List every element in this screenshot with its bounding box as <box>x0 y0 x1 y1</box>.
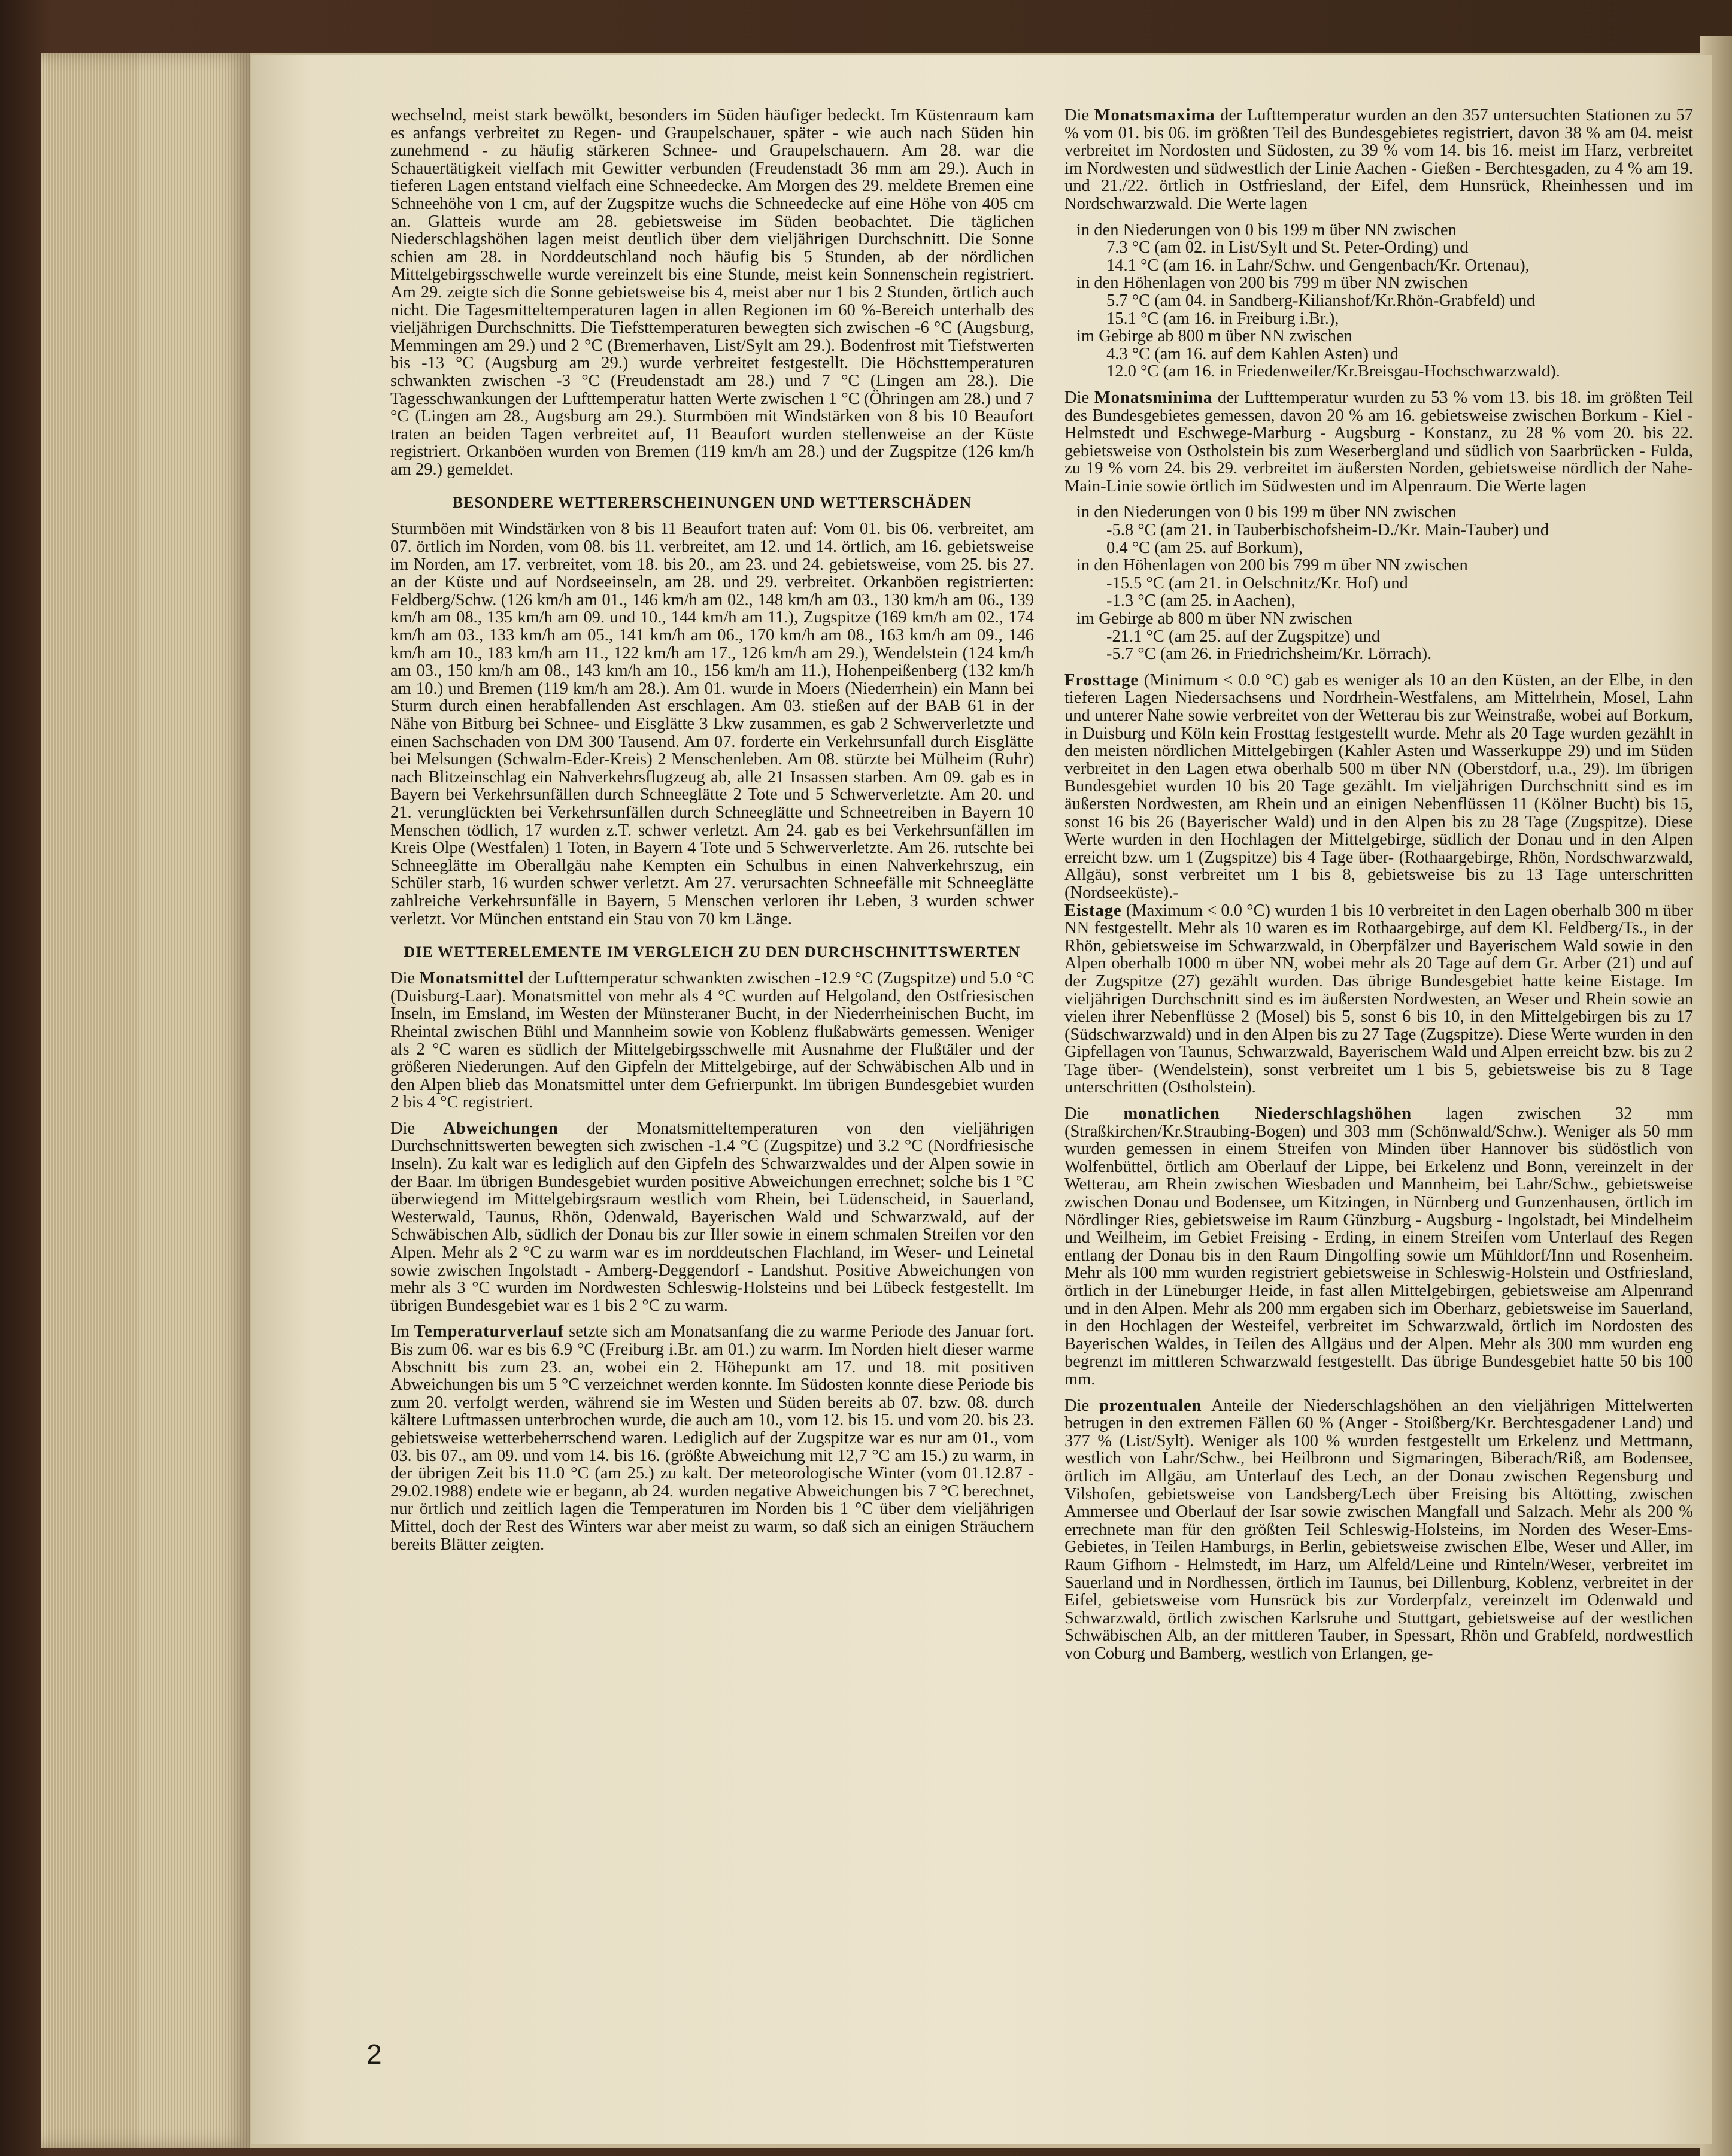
paragraph-text: der Monatsmitteltemperaturen von den vieljährigen Durchschnittswerten bewegten sich zwischen -1.4 °C (Zugspitze) und 3.2 °C (Nordfriesische Inseln). Zu kalt war es lediglich auf den Gipfeln des Schwarzwaldes und der Alpen sowie in der Baar. Im übrigen Bundesgebiet wurden positive Abweichungen errechnet; solche bis 1 °C überwiegend im Mittelgebirgsraum westlich vom Rhein, bei Lüdenscheid, in Sauerland, Westerwald, Taunus, Rhön, Odenwald, Bayerischen Wald und Schwarzwald, auf der Schwäbischen Alb, südlich der Donau bis zur Iller sowie in einem schmalen Streifen vor den Alpen. Mehr als 2 °C zu warm war es im norddeutschen Flachland, im Weser- und Leinetal sowie zwischen Ingolstadt - Amberg-Deggendorf - Landshut. Positive Abweichungen von mehr als 3 °C wurden im Nordwesten Schleswig-Holsteins und bei Lübeck festgestellt. Im übrigen Bundesgebiet war es 1 bis 2 °C zu warm. <box>390 1119 1034 1315</box>
term-monatsmittel: Monatsmittel <box>419 969 524 988</box>
paragraph-lead: Die <box>1064 1396 1100 1415</box>
left-column <box>390 107 1034 1562</box>
paragraph-lead: Die <box>1064 106 1094 124</box>
term-prozentualen: prozentualen <box>1099 1396 1202 1415</box>
list-item: -5.7 °C (am 26. in Friedrichsheim/Kr. Lörrach). <box>1106 645 1432 664</box>
paragraph-niederschlag <box>1064 1105 1693 1389</box>
paragraph-lead: Die <box>1064 1104 1124 1123</box>
term-monatsminima: Monatsminima <box>1094 388 1213 407</box>
paragraph-text: der Lufttemperatur wurden zu 53 % vom 13. bis 18. im größten Teil des Bundesgebietes gemessen, davon 20 % am 16. gebietsweise zwischen Borkum - Kiel - Helmstedt und Eschwege-Marburg - Augsburg - Konstanz, zu 28 % vom 20. bis 22. gebietsweise von Ostholstein bis zum Weserbergland und südlich von Saarbrücken - Fulda, zu 19 % vom 24. bis 29. verbreitet im äußersten Norden, gebietsweise nördlich der Nahe-Main-Linie sowie örtlich im Südwesten und im Alpenraum. Die Werte lagen <box>1064 388 1694 496</box>
paragraph-text: (Maximum < 0.0 °C) wurden 1 bis 10 verbreitet in den Lagen oberhalb 300 m über NN festgestellt. Mehr als 10 waren es im Rothaargebirge, auf dem Kl. Feldberg/Ts., in der Rhön, gebietsweise im Schwarzwald, in Oberpfälzer und Bayerischem Wald sowie in den Alpen oberhalb 1000 m über NN, wobei mehr als 20 Tage auf dem Gr. Arber (21) und auf der Zugspitze (27) gezählt wurden. Das übrige Bundesgebiet hatte keine Eistage. Im vieljährigen Durchschnitt sind es im äußersten Nordwesten, an Weser und Rhein sowie an vielen ihrer Nebenflüsse 2 (Mosel) bis 5, sonst 6 bis 10, in den Mittelgebirgen bis zu 17 (Südschwarzwald) und in den Alpen bis zu 27 Tage (Zugspitze). Diese Werte wurden in den Gipfellagen von Taunus, Schwarzwald, Bayerischem Wald und Alpen erreicht bzw. bis zu 2 Tage über- (Wendelstein), sonst verbreitet um 1 bis 5, gebietsweise bis zu 8 Tage unterschritten (Ostholstein). <box>1064 901 1693 1097</box>
list-item: in den Höhenlagen von 200 bis 799 m über NN zwischen <box>1076 274 1468 293</box>
list-item: in den Niederungen von 0 bis 199 m über NN zwischen <box>1076 220 1457 239</box>
paragraph-monatsmittel <box>390 970 1034 1112</box>
paragraph-abweichungen <box>390 1120 1034 1315</box>
list-item: 14.1 °C (am 16. in Lahr/Schw. und Gengenbach/Kr. Ortenau), <box>1106 256 1530 275</box>
list-item: im Gebirge ab 800 m über NN zwischen <box>1076 609 1352 628</box>
list-item: -5.8 °C (am 21. in Tauberbischofsheim-D./Kr. Main-Tauber) und <box>1106 521 1549 540</box>
paragraph-lead: Die <box>390 1119 444 1138</box>
paragraph-monatsminima <box>1064 389 1693 496</box>
paragraph-text: (Minimum < 0.0 °C) gab es weniger als 10 an den Küsten, an der Elbe, in den tieferen Lagen Niedersachsens und Nordrhein-Westfalens, am Mittelrhein, Mosel, Lahn und unterer Nahe sowie verbreitet von der Wetterau bis zur Weinstraße, wobei auf Borkum, in Duisburg und Köln kein Frosttag festgestellt wurde. Mehr als 20 Tage wurden gezählt in den meisten nördlichen Mittelgebirgen (Kahler Asten und Wasserkuppe 29) und im Süden verbreitet in den Lagen etwa oberhalb 500 m über NN (Oberstdorf, u.a., 29). Im übrigen Bundesgebiet wurden 10 bis 20 Tage gezählt. Im vieljährigen Durchschnitt sind es im äußersten Nordwesten, am Rhein und an einigen Nebenflüssen 11 (Kölner Bucht) bis 15, sonst 16 bis 26 (Bayerischer Wald) und in den Alpen bis zu 28 Tage (Zugspitze). Diese Werte wurden in den Hochlagen der Mittelgebirge, südlich der Donau und in den Alpen erreicht bzw. um 1 (Zugspitze) bis 4 Tage über- (Rothaargebirge, Rhön, Nordschwarzwald, Allgäu), sonst verbreitet um 1 bis 8, gebietsweise bis zu 13 Tage unterschritten (Nordseeküste).- <box>1064 670 1693 902</box>
list-item: -15.5 °C (am 21. in Oelschnitz/Kr. Hof) und <box>1106 573 1408 593</box>
paragraph-lead: Die <box>390 969 420 988</box>
minima-list <box>1064 503 1693 663</box>
list-item: in den Niederungen von 0 bis 199 m über NN zwischen <box>1076 503 1457 522</box>
paragraph-text: der Lufttemperatur schwankten zwischen -12.9 °C (Zugspitze) und 5.0 °C (Duisburg-Laar). Monatsmittel von mehr als 4 °C wurden auf Helgoland, den Ostfriesischen Inseln, im Emsland, im Westen der Münsteraner Bucht, in der Niederrheinischen Bucht, im Rheintal zwischen Bühl und Mannheim sowie von Koblenz flußabwärts gemessen. Weniger als 2 °C waren es südlich der Mittelgebirgsschwelle mit Ausnahme der Flußtäler und der größeren Niederungen. Auf den Gipfeln der Mittelgebirge, auf der Schwäbischen Alb und in den Alpen blieb das Monatsmittel unter dem Gefrierpunkt. Im übrigen Bundesgebiet wurden 2 bis 4 °C registriert. <box>390 969 1034 1112</box>
list-item: 5.7 °C (am 04. in Sandberg-Kilianshof/Kr.Rhön-Grabfeld) und <box>1106 291 1536 310</box>
paragraph-monatsmaxima <box>1064 107 1693 213</box>
list-item: 12.0 °C (am 16. in Friedenweiler/Kr.Breisgau-Hochschwarzwald). <box>1106 362 1560 381</box>
paragraph-frosttage <box>1064 672 1693 1097</box>
section-heading: BESONDERE WETTERERSCHEINUNGEN UND WETTERSCHÄDEN <box>452 494 972 512</box>
term-monatsmaxima: Monatsmaxima <box>1094 106 1215 124</box>
right-column <box>1064 107 1693 1671</box>
paragraph-text: Anteile der Niederschlagshöhen an den vieljährigen Mittelwerten betrugen in den extremen Fällen 60 % (Anger - Stoißberg/Kr. Berchtesgadener Land) und 377 % (List/Sylt). Weniger als 100 % wurden festgestellt um Erkelenz und Mettmann, westlich von Lahr/Schw., bei Heilbronn und Sigmaringen, Biberach/Riß, am Bodensee, örtlich im Allgäu, am Unterlauf des Lech, an der Donau zwischen Regensburg und Vilshofen, gebietsweise von Landsberg/Lech über Freising bis Altötting, zwischen Ammersee und Oberlauf der Isar sowie zwischen Mangfall und Salzach. Mehr als 200 % errechnete man für den größten Teil Schleswig-Holsteins, im Norden des Weser-Ems-Gebietes, in Teilen Hamburgs, in Berlin, gebietsweise zwischen Elbe, Weser und Aller, im Raum Gifhorn - Helmstedt, im Harz, um Alfeld/Leine und Rinteln/Weser, verbreitet im Sauerland und in Nordhessen, örtlich im Taunus, bei Dillenburg, Koblenz, verbreitet in der Eifel, gebietsweise vom Hunsrück bis zur Vorderpfalz, vereinzelt im Odenwald und Schwarzwald, örtlich zwischen Karlsruhe und Stuttgart, gebietsweise auf der westlichen Schwäbischen Alb, an der mittleren Tauber, in Spessart, Rhön und Grabfeld, nordwestlich von Coburg und Bamberg, westlich von Erlangen, ge- <box>1064 1396 1693 1663</box>
list-item: 4.3 °C (am 16. auf dem Kahlen Asten) und <box>1106 344 1399 363</box>
list-item: 15.1 °C (am 16. in Freiburg i.Br.), <box>1106 309 1339 328</box>
paragraph-lead: Die <box>1064 388 1094 407</box>
paragraph: Sturmböen mit Windstärken von 8 bis 11 Beaufort traten auf: Vom 01. bis 06. verbreitet, am 07. örtlich im Norden, vom 08. bis 11. verbreitet, am 12. und 14. örtlich, am 16. gebietsweise im Norden, am 17. verbreitet, vom 18. bis 20., am 23. und 24. gebietsweise, vom 25. bis 27. an der Küste und auf Nordseeinseln, am 28. und 29. verbreitet. Orkanböen registrierten: Feldberg/Schw. (126 km/h am 01., 146 km/h am 02., 148 km/h am 03., 130 km/h am 06., 139 km/h am 08., 135 km/h am 09. und 10., 144 km/h am 11.), Zugspitze (169 km/h am 02., 174 km/h am 03., 133 km/h am 05., 141 km/h am 06., 170 km/h am 08., 163 km/h am 09., 146 km/h am 10., 183 km/h am 11., 122 km/h am 17., 126 km/h am 29.), Wendelstein (124 km/h am 03., 150 km/h am 08., 143 km/h am 10., 156 km/h am 11.), Hohenpeißenberg (132 km/h am 10.) und Bremen (119 km/h am 28.). Am 01. wurde in Moers (Niederrhein) ein Mann bei Sturm durch einen herabfallenden Ast erschlagen. Am 03. stießen auf der BAB 61 in der Nähe von Bitburg bei Schnee- und Eisglätte 3 Lkw zusammen, es gab 2 Schwerverletzte und einen Sachschaden von DM 300 Tausend. Am 07. forderte ein Verkehrsunfall durch Eisglätte bei Melsungen (Schwalm-Eder-Kreis) 2 Menschenleben. Am 08. stürzte bei Mülheim (Ruhr) nach Blitzeinschlag ein Nahverkehrsflugzeug ab, alle 21 Insassen starben. Am 09. gab es in Bayern bei Verkehrsunfällen durch Schneeglätte 2 Tote und 5 Schwerverletzte. Am 20. und 21. verunglückten bei Verkehrsunfällen durch Schneeglätte und Schneetreiben in Bayern 10 Menschen tödlich, 17 wurden z.T. schwer verletzt. Am 24. gab es bei Verkehrsunfällen im Kreis Olpe (Westfalen) 1 Toten, in Bayern 4 Tote und 5 Schwerverletzte. Am 26. rutschte bei Schneeglätte im Oberallgäu nahe Kempten ein Schulbus in einen Nahverkehrszug, ein Schüler starb, 16 wurden schwer verletzt. Am 27. verursachten Schneefälle mit Schneeglätte zahlreiche Verkehrsunfälle in Bayern, 5 Menschen verloren ihr Leben, 3 wurden schwer verletzt. Vor München entstand ein Stau von 70 km Länge. <box>390 520 1034 928</box>
term-frosttage: Frosttage <box>1064 670 1139 690</box>
term-abweichungen: Abweichungen <box>443 1119 559 1138</box>
section-heading: DIE WETTERELEMENTE IM VERGLEICH ZU DEN DURCHSCHNITTSWERTEN <box>404 943 1021 961</box>
paragraph: wechselnd, meist stark bewölkt, besonders im Süden häufiger bedeckt. Im Küstenraum kam es anfangs verbreitet zu Regen- und Graupelschauer, später - wie auch nach Süden hin zunehmend - zu häufig stärkeren Schnee- und Graupelschauern. Am 28. war die Schauertätigkeit vielfach mit Gewitter verbunden (Freudenstadt 36 mm am 29.). Auch in tieferen Lagen entstand vielfach eine Schneedecke. Am Morgen des 29. meldete Bremen eine Schneehöhe von 1 cm, auf der Zugspitze wuchs die Schneedecke auf eine Höhe von 405 cm an. Glatteis wurde am 28. gebietsweise im Süden beobachtet. Die täglichen Niederschlagshöhen lagen meist deutlich über dem vieljährigen Durchschnitt. Die Sonne schien am 28. in Norddeutschland noch häufig bis 5 Stunden, ab der nördlichen Mittelgebirgsschwelle wurde vereinzelt bis eine Stunde, meist kein Sonnenschein registriert. Am 29. zeigte sich die Sonne gebietsweise bis 4, meist aber nur 1 bis 2 Stunden, örtlich auch nicht. Die Tagesmitteltemperaturen lagen in allen Regionen im 60 %-Bereich unterhalb des vieljährigen Durchschnitts. Die Tiefsttemperaturen bewegten sich zwischen -6 °C (Augsburg, Memmingen am 29.) und 2 °C (Bremerhaven, List/Sylt am 29.). Bodenfrost mit Tiefstwerten bis -13 °C (Augsburg am 29.) wurde verbreitet festgestellt. Die Höchsttemperaturen schwankten zwischen -3 °C (Freudenstadt am 28.) und 7 °C (Lingen am 28.). Die Tagesschwankungen der Lufttemperatur hatten Werte zwischen 1 °C (Öhringen am 28.) und 7 °C (Lingen am 28., Augsburg am 29.). Sturmböen mit Windstärken von 8 bis 10 Beaufort traten an beiden Tagen verbreitet auf, 11 Beaufort wurden stellenweise an der Küste registriert. Orkanböen wurden von Bremen (119 km/h am 28.) und der Zugspitze (126 km/h am 29.) gemeldet. <box>390 106 1034 479</box>
paragraph-text: lagen zwischen 32 mm (Straßkirchen/Kr.Straubing-Bogen) und 303 mm (Schönwald/Schw.). Weniger als 50 mm wurden gemessen in einem Streifen von Minden über Hannover bis südöstlich von Wolfenbüttel, örtlich am Oberlauf der Lippe, bei Erkelenz und Bonn, vereinzelt in der Wetterau, am Rhein zwischen Wiesbaden und Mannheim, bei Lahr/Schw., gebietsweise zwischen Donau und Bodensee, um Kitzingen, in Nürnberg und Gunzenhausen, örtlich im Nördlinger Ries, gebietsweise im Raum Günzburg - Augsburg - Ingolstadt, bei Mindelheim und Weilheim, im Gebiet Freising - Erding, in einem Streifen vom Unterlauf des Regen entlang der Donau bis in den Raum Dingolfing sowie um Mühldorf/Inn und Rosenheim. Mehr als 100 mm wurden registriert gebietsweise in Schleswig-Holstein und Ostfriesland, örtlich in der Lüneburger Heide, in fast allen Mittelgebirgen, gebietsweise am Alpenrand und in den Alpen. Mehr als 200 mm ergaben sich im Oberharz, gebietsweise im Sauerland, in den Hochlagen der Westeifel, verbreitet im Schwarzwald, örtlich im Nordosten des Bayerischen Waldes, in Teilen des Allgäus und der Alpen. Mehr als 300 mm wurden eng begrenzt im mittleren Schwarzwald festgestellt. Das übrige Bundesgebiet hatte 50 bis 100 mm. <box>1064 1104 1693 1389</box>
list-item: in den Höhenlagen von 200 bis 799 m über NN zwischen <box>1076 556 1468 575</box>
list-item: -21.1 °C (am 25. auf der Zugspitze) und <box>1106 627 1380 646</box>
list-item: 7.3 °C (am 02. in List/Sylt und St. Peter-Ording) und <box>1106 238 1469 257</box>
list-item: im Gebirge ab 800 m über NN zwischen <box>1076 327 1352 346</box>
list-item: -1.3 °C (am 25. in Aachen), <box>1106 591 1296 611</box>
paragraph-lead: Im <box>390 1322 414 1341</box>
maxima-list <box>1064 221 1693 381</box>
list-item: 0.4 °C (am 25. auf Borkum), <box>1106 538 1303 557</box>
paragraph-text: setzte sich am Monatsanfang die zu warme Periode des Januar fort. Bis zum 06. war es bis 6.9 °C (Freiburg i.Br. am 01.) zu warm. Im Norden hielt dieser warme Abschnitt bis zum 23. an, wobei ein 2. Höhepunkt am 17. und 18. mit positiven Abweichungen bis um 5 °C verzeichnet werden konnte. Im Südosten konnte diese Periode bis zum 20. verfolgt werden, während sie im Westen und Süden bereits ab 07. bzw. 08. durch kältere Luftmassen unterbrochen wurde, die auch am 10., vom 12. bis 15. und vom 20. bis 23. gebietsweise wetterbeherrschend waren. Lediglich auf der Zugspitze war es nur am 01., vom 03. bis 07., am 09. und vom 14. bis 16. (größte Abweichung mit 12,7 °C am 15.) zu warm, in der übrigen Zeit bis 11.0 °C (am 25.) zu kalt. Der meteorologische Winter (vom 01.12.87 - 29.02.1988) endete wie er begann, ab 24. wurden negative Abweichungen bis 7 °C berechnet, nur örtlich und zeitlich lagen die Temperaturen im Norden bis 1 °C über dem vieljährigen Mittel, doch der Rest des Winters war aber meist zu warm, so daß sich an einigen Sträuchern bereits Blätter zeigten. <box>390 1322 1034 1554</box>
term-temperaturverlauf: Temperaturverlauf <box>414 1322 565 1341</box>
paragraph-temperaturverlauf <box>390 1323 1034 1553</box>
term-eistage: Eistage <box>1064 901 1122 920</box>
paragraph-text: der Lufttemperatur wurden an den 357 untersuchten Stationen zu 57 % vom 01. bis 06. im größten Teil des Bundesgebietes registriert, davon 38 % am 04. meist verbreitet im Nordosten und Südosten, zu 39 % vom 14. bis 16. meist im Harz, verbreitet im Nordwesten und südwestlich der Linie Aachen - Gießen - Berchtesgaden, zu 4 % am 19. und 21./22. örtlich in Ostfriesland, der Eifel, dem Hunsrück, Rheinhessen und im Nordschwarzwald. Die Werte lagen <box>1064 106 1693 213</box>
term-niederschlagshoehen: monatlichen Niederschlagshöhen <box>1123 1104 1412 1123</box>
page-number: 2 <box>366 2039 382 2070</box>
page-edges <box>41 53 250 2148</box>
paragraph-prozentual <box>1064 1397 1693 1663</box>
